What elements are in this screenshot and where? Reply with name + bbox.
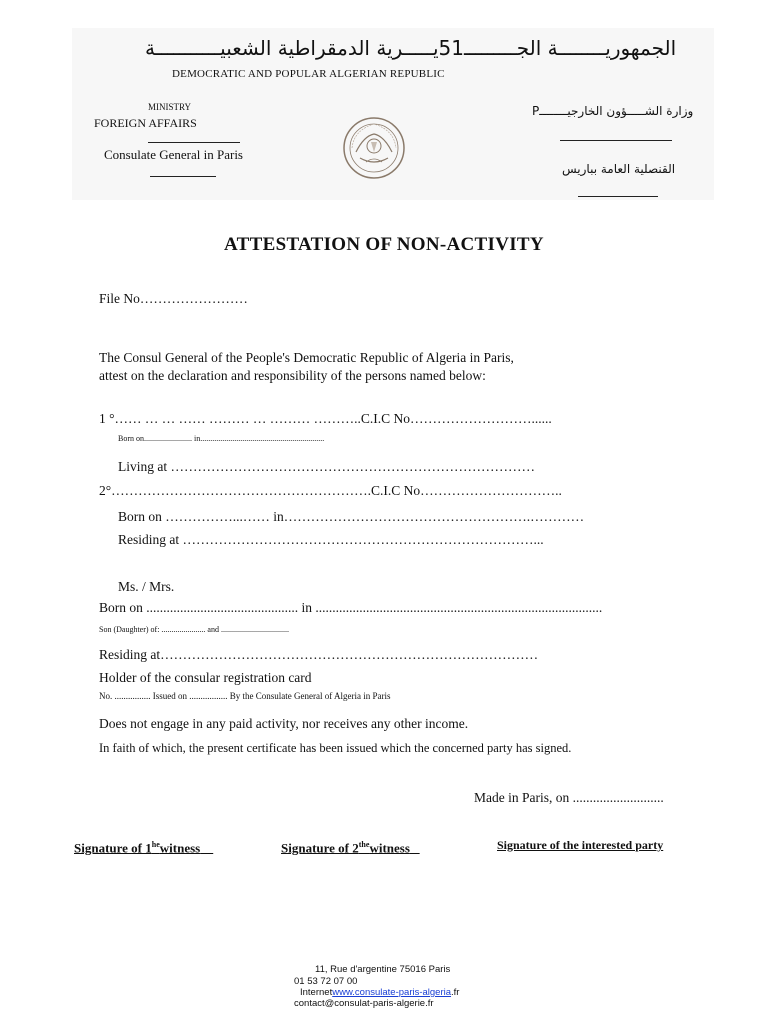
divider-line	[560, 140, 672, 141]
intro-line-2: attest on the declaration and responsibility of the persons named below:	[99, 368, 486, 383]
ministry-label: MINISTRY	[148, 102, 192, 112]
foreign-affairs-label: FOREIGN AFFAIRS	[94, 116, 197, 130]
signature-interested-party: Signature of the interested party	[497, 838, 664, 852]
arabic-republic-title: الجمهوريــــــــة الجـــــــــ51يـــــرية الدمقراطية الشعبيـــــــــــة	[145, 36, 677, 60]
footer-phone: 01 53 72 07 00	[294, 976, 358, 987]
footer-internet: Internetwww.consulate-paris-algeria.fr	[300, 987, 460, 998]
person1-born: Born on........................ in..............................................................	[118, 434, 325, 443]
person2-born: Born on ……………...…… in……………………………………………….…………	[118, 509, 585, 524]
website-link[interactable]: www.consulate-paris-algeria	[332, 987, 452, 998]
divider-line	[150, 176, 216, 177]
consular-card-holder: Holder of the consular registration card	[99, 670, 312, 685]
made-in-paris-date: Made in Paris, on ...........................	[474, 790, 664, 805]
arabic-consulate-label: القنصلية العامة بباريس	[562, 162, 676, 176]
state-emblem-seal	[342, 116, 406, 180]
subject-born: Born on ............................................. in .....................................................................................	[99, 600, 603, 615]
person1-living: Living at ………………………………………………………………………	[118, 459, 535, 474]
signature-witness-2: Signature of $2^{the}witness$	[281, 840, 410, 856]
divider-line	[148, 142, 240, 143]
person2-residing: Residing at ……………………………………………………………………...	[118, 532, 544, 547]
statement-no-activity: Does not engage in any paid activity, nor receives any other income.	[99, 716, 469, 731]
file-number-field: File No……………………	[99, 291, 248, 306]
arabic-ministry-label: وزارة الشـــــؤون الخارجيــــــــP	[532, 104, 694, 118]
signature-witness-1: Signature of $1^{he}witness$	[74, 840, 201, 856]
subject-residing: Residing at…………………………………………………………………………	[99, 647, 539, 662]
consular-card-details: No. ................ Issued on ................. By the Consulate General of Algeria in Paris	[99, 691, 391, 701]
subject-title: Ms. / Mrs.	[118, 579, 175, 594]
english-republic-title: DEMOCRATIC AND POPULAR ALGERIAN REPUBLIC	[172, 68, 445, 80]
footer-address: 11, Rue d'argentine 75016 Paris	[315, 964, 451, 975]
person1-line: 1 °…… … … …… ……… … ……… ………..C.I.C No………………………......	[99, 411, 552, 426]
divider-line	[578, 196, 658, 197]
intro-line-1: The Consul General of the People's Democratic Republic of Algeria in Paris,	[99, 350, 514, 365]
statement-certificate: In faith of which, the present certificate has been issued which the concerned party has signed.	[99, 741, 572, 755]
subject-parents: Son (Daughter) of: ...................... and ..................................	[99, 625, 289, 634]
consulate-name-en: Consulate General in Paris	[104, 147, 243, 162]
document-title: ATTESTATION OF NON-ACTIVITY	[224, 234, 544, 255]
footer-contact-email[interactable]: contact@consulat-paris-algerie.fr	[294, 998, 434, 1009]
person2-line: 2°………………………………………………….C.I.C No…………………………..	[99, 483, 562, 498]
